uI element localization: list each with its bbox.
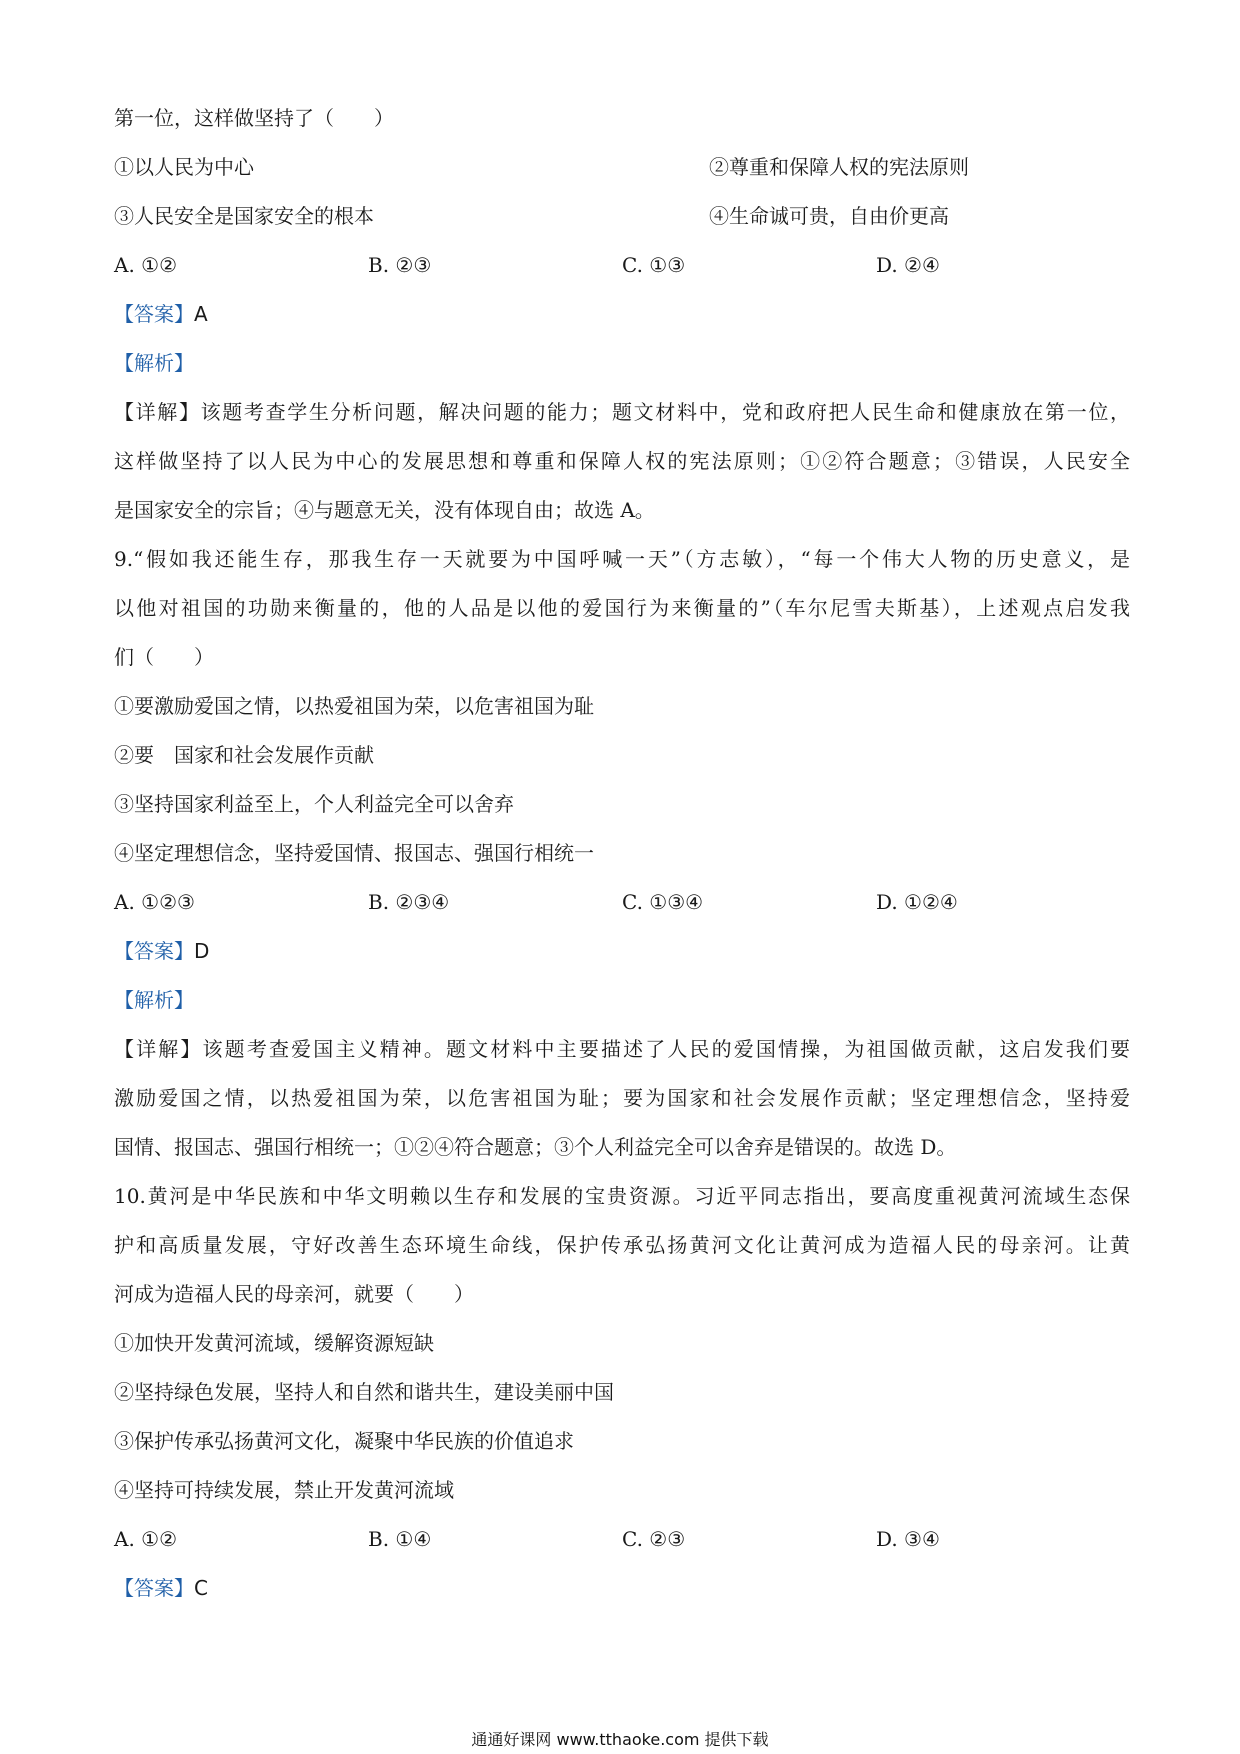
q9-answer-label: 【答案】 bbox=[114, 939, 194, 963]
q10-option-a: A. ①② bbox=[114, 1527, 178, 1551]
q10-choice-3: ③保护传承弘扬黄河文化，凝聚中华民族的价值追求 bbox=[114, 1429, 574, 1453]
q8-choice-4: ④生命诚可贵，自由价更高 bbox=[709, 204, 949, 228]
q9-stem-line-2: 以他对祖国的功勋来衡量的，他的人品是以他的爱国行为来衡量的”（车尔尼雪夫斯基），上述观点启发我 bbox=[114, 596, 1130, 620]
q9-stem-line-1: 9.“假如我还能生存，那我生存一天就要为中国呼喊一天”（方志敏），“每一个伟大人物的历史意义，是 bbox=[114, 547, 1130, 571]
q8-choice-3: ③人民安全是国家安全的根本 bbox=[114, 204, 374, 228]
q8-stem-tail: 第一位，这样做坚持了（ ） bbox=[114, 106, 394, 130]
q8-choice-row-1 bbox=[114, 153, 969, 181]
q10-stem-line-3: 河成为造福人民的母亲河，就要（ ） bbox=[114, 1282, 474, 1306]
q10-option-b: B. ①④ bbox=[368, 1527, 432, 1551]
q8-option-c: C. ①③ bbox=[622, 253, 686, 277]
q9-detail-text-1: 该题考查爱国主义精神。题文材料中主要描述了人民的爱国情操，为祖国做贡献，这启发我们要 bbox=[202, 1037, 1131, 1061]
q10-answer-label: 【答案】 bbox=[114, 1576, 194, 1600]
q9-detail-line-2: 激励爱国之情，以热爱祖国为荣，以危害祖国为耻；要为国家和社会发展作贡献；坚定理想信念，坚持爱 bbox=[114, 1086, 1130, 1110]
q9-detail-line-3: 国情、报国志、强国行相统一；①②④符合题意；③个人利益完全可以舍弃是错误的。故选 D。 bbox=[114, 1135, 957, 1159]
q8-option-d: D. ②④ bbox=[876, 253, 940, 277]
q10-stem-line-2: 护和高质量发展，守好改善生态环境生命线，保护传承弘扬黄河文化让黄河成为造福人民的母亲河。让黄 bbox=[114, 1233, 1130, 1257]
q8-choice-2: ②尊重和保障人权的宪法原则 bbox=[709, 155, 969, 179]
q8-detail-line-3: 是国家安全的宗旨；④与题意无关，没有体现自由；故选 A。 bbox=[114, 498, 655, 522]
q9-answer-value: D bbox=[194, 939, 210, 963]
q10-choice-2: ②坚持绿色发展，坚持人和自然和谐共生，建设美丽中国 bbox=[114, 1380, 614, 1404]
q10-choice-1: ①加快开发黄河流域，缓解资源短缺 bbox=[114, 1331, 434, 1355]
q8-option-b: B. ②③ bbox=[368, 253, 432, 277]
q8-detail-line-1 bbox=[114, 398, 1130, 426]
q9-detail-label: 【详解】 bbox=[114, 1037, 203, 1061]
q9-answer bbox=[114, 937, 209, 965]
q9-option-d: D. ①②④ bbox=[876, 890, 958, 914]
q9-choice-3: ③坚持国家利益至上，个人利益完全可以舍弃 bbox=[114, 792, 514, 816]
q8-detail-label: 【详解】 bbox=[114, 400, 201, 424]
q10-choice-4: ④坚持可持续发展，禁止开发黄河流域 bbox=[114, 1478, 454, 1502]
q9-stem-line-3: 们（ ） bbox=[114, 645, 214, 669]
q9-analysis-label: 【解析】 bbox=[114, 988, 194, 1012]
q9-choice-4: ④坚定理想信念，坚持爱国情、报国志、强国行相统一 bbox=[114, 841, 594, 865]
q10-option-d: D. ③④ bbox=[876, 1527, 940, 1551]
q9-choice-1: ①要激励爱国之情，以热爱祖国为荣，以危害祖国为耻 bbox=[114, 694, 594, 718]
q8-choice-1: ①以人民为中心 bbox=[114, 155, 254, 179]
q10-answer bbox=[114, 1574, 208, 1602]
q9-choice-2: ②要 国家和社会发展作贡献 bbox=[114, 743, 374, 767]
q8-choice-row-2 bbox=[114, 202, 949, 230]
q8-answer-value: A bbox=[194, 302, 208, 326]
q8-answer-label: 【答案】 bbox=[114, 302, 194, 326]
q9-option-a: A. ①②③ bbox=[114, 890, 195, 914]
q8-detail-line-2: 这样做坚持了以人民为中心的发展思想和尊重和保障人权的宪法原则；①②符合题意；③错误，人民安全 bbox=[114, 449, 1130, 473]
q9-detail-line-1 bbox=[114, 1035, 1130, 1063]
q8-option-a: A. ①② bbox=[114, 253, 178, 277]
q10-stem-line-1: 10.黄河是中华民族和中华文明赖以生存和发展的宝贵资源。习近平同志指出，要高度重视黄河流域生态保 bbox=[114, 1184, 1130, 1208]
q8-analysis-label: 【解析】 bbox=[114, 351, 194, 375]
q8-answer bbox=[114, 300, 208, 328]
q10-option-c: C. ②③ bbox=[622, 1527, 686, 1551]
q8-detail-text-1: 该题考查学生分析问题，解决问题的能力；题文材料中，党和政府把人民生命和健康放在第一位， bbox=[200, 400, 1131, 424]
page-footer: 通通好课网 www.tthaoke.com 提供下载 bbox=[471, 1730, 769, 1749]
q9-option-c: C. ①③④ bbox=[622, 890, 704, 914]
q9-option-b: B. ②③④ bbox=[368, 890, 450, 914]
q10-answer-value: C bbox=[194, 1576, 208, 1600]
